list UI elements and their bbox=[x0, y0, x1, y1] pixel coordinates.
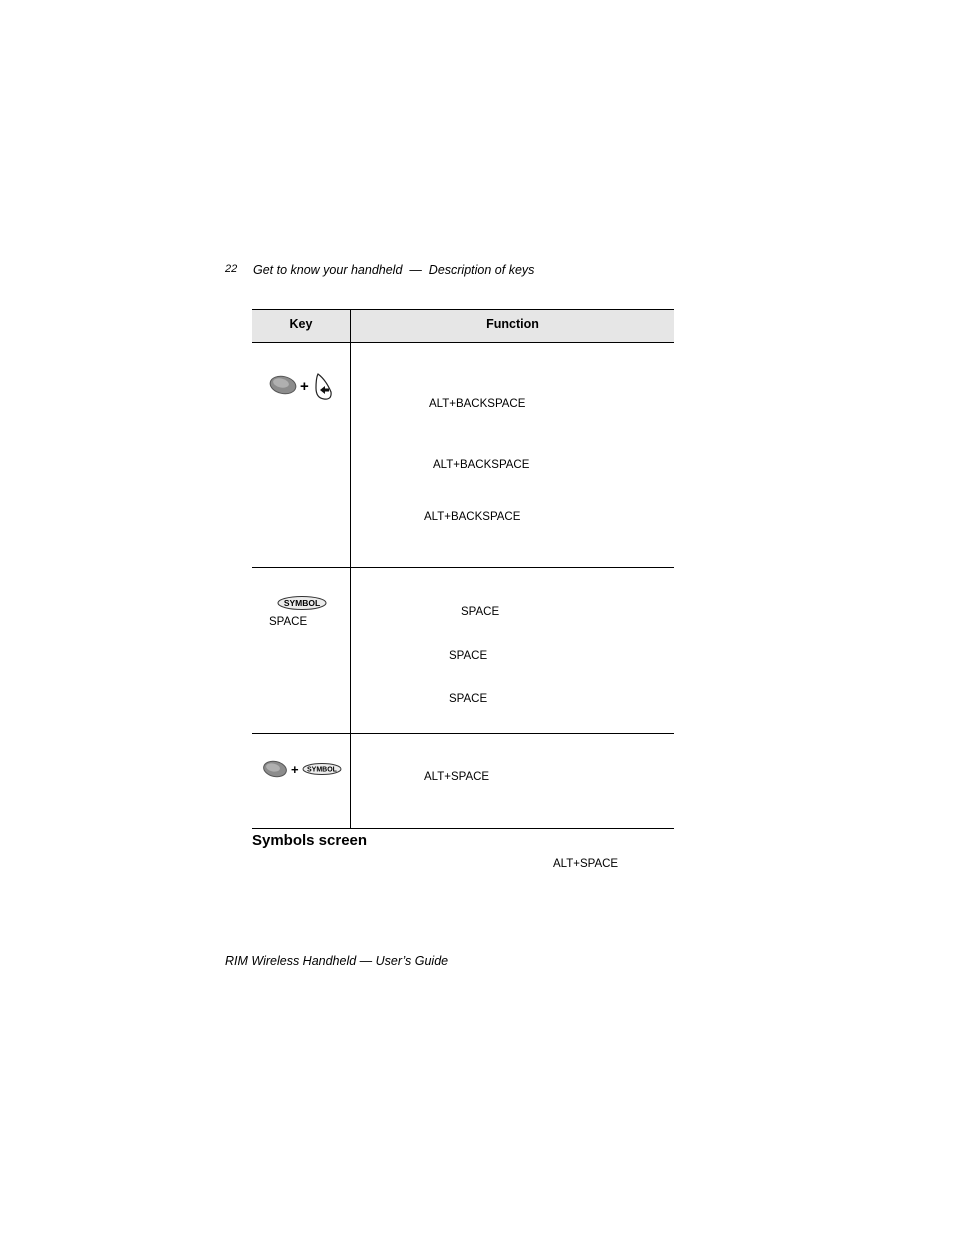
table-row bbox=[268, 370, 336, 409]
plus-icon bbox=[291, 762, 299, 777]
plus-icon bbox=[300, 378, 309, 395]
function-item: SPACE bbox=[461, 606, 500, 618]
row-divider bbox=[252, 733, 674, 734]
function-item: ALT+BACKSPACE bbox=[429, 398, 526, 410]
svg-text:SYMBOL: SYMBOL bbox=[307, 766, 337, 774]
page-footer: RIM Wireless Handheld — User’s Guide bbox=[225, 954, 449, 968]
table-row bbox=[277, 595, 329, 616]
table-bottom-rule bbox=[252, 828, 674, 829]
alt-symbol-key-graphic bbox=[262, 758, 344, 780]
function-item: SPACE bbox=[449, 693, 488, 705]
key-label: SPACE bbox=[269, 616, 308, 628]
alt-key-icon bbox=[269, 374, 298, 396]
running-header: Get to know your handheld — Description of keys bbox=[253, 263, 535, 277]
column-divider bbox=[350, 310, 351, 828]
alt-key-icon bbox=[262, 759, 288, 778]
table-row bbox=[262, 758, 344, 785]
symbol-key-icon bbox=[277, 595, 329, 611]
function-item: SPACE bbox=[449, 650, 488, 662]
alt-backspace-key-graphic bbox=[268, 370, 336, 404]
svg-text:+: + bbox=[300, 378, 309, 395]
symbol-key-icon bbox=[303, 764, 341, 775]
section-text: ALT+SPACE bbox=[553, 858, 619, 870]
column-header-key: Key bbox=[289, 317, 313, 331]
svg-text:+: + bbox=[291, 762, 299, 777]
section-heading: Symbols screen bbox=[252, 832, 368, 849]
page-number: 22 bbox=[225, 263, 238, 275]
backspace-key-icon bbox=[316, 374, 331, 399]
function-item: ALT+SPACE bbox=[424, 771, 490, 783]
row-divider bbox=[252, 567, 674, 568]
column-header-function: Function bbox=[486, 317, 539, 331]
svg-text:SYMBOL: SYMBOL bbox=[283, 598, 321, 608]
header-row-divider bbox=[252, 342, 674, 343]
function-item: ALT+BACKSPACE bbox=[424, 511, 521, 523]
function-item: ALT+BACKSPACE bbox=[433, 459, 530, 471]
